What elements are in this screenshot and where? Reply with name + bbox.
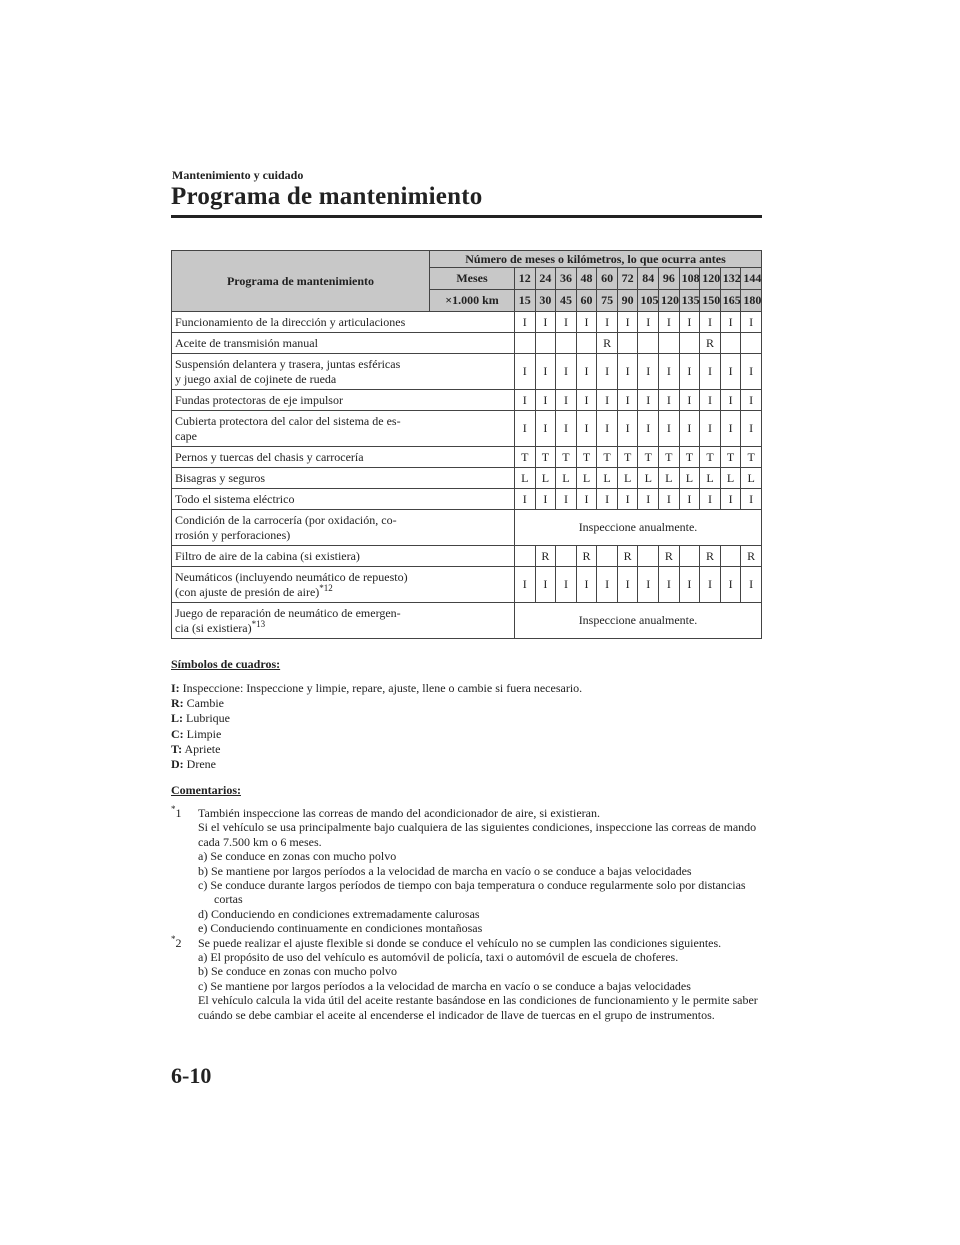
schedule-cell: I	[638, 489, 659, 510]
month-header: 144	[741, 268, 762, 290]
legend-text: Apriete	[184, 741, 221, 756]
schedule-cell: I	[535, 489, 556, 510]
table-row	[172, 546, 762, 567]
month-header: 12	[515, 268, 536, 290]
schedule-cell: I	[700, 411, 721, 447]
footnote-ref: *12	[319, 582, 333, 593]
schedule-cell: I	[720, 567, 741, 603]
legend-text: Limpie	[186, 726, 222, 741]
schedule-cell: I	[535, 411, 556, 447]
month-header: 36	[556, 268, 577, 290]
schedule-cell: I	[576, 411, 597, 447]
table-row	[172, 567, 762, 603]
schedule-cell: I	[659, 312, 680, 333]
schedule-cell: I	[576, 489, 597, 510]
note-text: También inspeccione las correas de mando del acondicionador de aire, si existieran.	[198, 806, 600, 820]
interval-caption: Número de meses o kilómetros, lo que ocurra antes	[430, 251, 762, 268]
row-item-label: Cubierta protectora del calor del sistema de es- cape	[172, 411, 515, 447]
schedule-cell	[576, 333, 597, 354]
schedule-cell: I	[720, 354, 741, 390]
schedule-cell: I	[679, 390, 700, 411]
schedule-cell	[515, 333, 536, 354]
schedule-cell	[638, 546, 659, 567]
schedule-cell: R	[700, 546, 721, 567]
schedule-cell: I	[515, 567, 536, 603]
schedule-cell: T	[741, 447, 762, 468]
schedule-cell: I	[535, 312, 556, 333]
schedule-cell: I	[535, 354, 556, 390]
comments-title: Comentarios:	[171, 783, 241, 797]
schedule-cell: I	[556, 312, 577, 333]
schedule-cell: I	[700, 354, 721, 390]
schedule-cell: R	[659, 546, 680, 567]
comment-note	[171, 933, 771, 1022]
row-item-label: Condición de la carrocería (por oxidación, co- rrosión y perforaciones)	[172, 510, 515, 546]
schedule-cell: L	[659, 468, 680, 489]
schedule-cell: L	[535, 468, 556, 489]
comments-notes	[171, 806, 771, 1022]
schedule-cell: I	[617, 390, 638, 411]
note-text: El vehículo calcula la vida útil del aceite restante basándose en las condiciones de funcionamiento y le permite saber cuándo se debe cambiar el aceite al encenderse el indicador de llave de tuercas en el grupo de instrumentos.	[198, 993, 758, 1022]
note-subitem: b) Se conduce en zonas con mucho polvo	[198, 964, 397, 979]
note-subitem: c) Se conduce durante largos períodos de tiempo con baja temperatura o conduce regularmente solo por distancias cortas	[198, 878, 746, 907]
schedule-cell: L	[556, 468, 577, 489]
legend-text: Cambie	[186, 696, 224, 711]
schedule-cell: I	[576, 354, 597, 390]
table-row	[172, 411, 762, 447]
table-row	[172, 390, 762, 411]
schedule-cell	[741, 333, 762, 354]
km-header: 150	[700, 290, 721, 312]
table-row	[172, 333, 762, 354]
km-header: 30	[535, 290, 556, 312]
note-marker: *1	[171, 804, 182, 820]
comment-note	[171, 806, 771, 936]
month-header: 120	[700, 268, 721, 290]
annual-inspection-cell: Inspeccione anualmente.	[515, 603, 762, 639]
row-item-label: Fundas protectoras de eje impulsor	[172, 390, 515, 411]
row-item-label: Bisagras y seguros	[172, 468, 515, 489]
schedule-cell: L	[576, 468, 597, 489]
schedule-cell: R	[700, 333, 721, 354]
schedule-cell: I	[515, 390, 536, 411]
schedule-cell: I	[741, 390, 762, 411]
table-row	[172, 354, 762, 390]
schedule-cell: L	[617, 468, 638, 489]
schedule-cell: I	[638, 312, 659, 333]
legend-key: T:	[171, 741, 183, 756]
schedule-cell	[679, 546, 700, 567]
schedule-cell: I	[659, 354, 680, 390]
schedule-cell: I	[659, 390, 680, 411]
schedule-cell: I	[597, 312, 618, 333]
schedule-cell: I	[556, 390, 577, 411]
schedule-cell: I	[659, 567, 680, 603]
schedule-cell: I	[597, 567, 618, 603]
schedule-cell: I	[597, 354, 618, 390]
schedule-cell: I	[556, 411, 577, 447]
schedule-cell: I	[700, 567, 721, 603]
schedule-cell: T	[576, 447, 597, 468]
schedule-cell: T	[556, 447, 577, 468]
month-header: 60	[597, 268, 618, 290]
month-header: 132	[720, 268, 741, 290]
schedule-cell: R	[576, 546, 597, 567]
schedule-cell: I	[597, 411, 618, 447]
schedule-cell: I	[515, 489, 536, 510]
km-header: 45	[556, 290, 577, 312]
schedule-cell: I	[741, 312, 762, 333]
note-marker: *2	[171, 933, 182, 950]
schedule-cell: T	[638, 447, 659, 468]
table-row	[172, 468, 762, 489]
schedule-cell	[720, 333, 741, 354]
month-header: 108	[679, 268, 700, 290]
legend-text: Lubrique	[186, 711, 230, 726]
schedule-cell: I	[679, 489, 700, 510]
row-item-label: Juego de reparación de neumático de emergen- cia (si existiera)$^{*13}$	[172, 603, 515, 639]
schedule-cell: I	[576, 390, 597, 411]
schedule-cell: L	[700, 468, 721, 489]
note-subitem: a) El propósito de uso del vehículo es automóvil de policía, taxi o automóvil de escuela de choferes.	[198, 950, 679, 965]
schedule-cell: T	[617, 447, 638, 468]
schedule-cell: I	[617, 567, 638, 603]
schedule-cell: I	[741, 567, 762, 603]
schedule-cell	[597, 546, 618, 567]
note-subitem: e) Conduciendo continuamente en condiciones montañosas	[198, 921, 483, 936]
schedule-cell: T	[720, 447, 741, 468]
schedule-cell	[679, 333, 700, 354]
schedule-cell: I	[515, 354, 536, 390]
schedule-cell	[556, 546, 577, 567]
footnote-ref: *13	[251, 618, 266, 629]
schedule-cell: I	[617, 489, 638, 510]
schedule-cell: T	[679, 447, 700, 468]
page-title: Programa de mantenimiento	[171, 183, 483, 210]
schedule-cell: I	[659, 411, 680, 447]
schedule-cell: I	[576, 567, 597, 603]
schedule-cell: I	[720, 312, 741, 333]
schedule-cell: I	[638, 354, 659, 390]
legend-key: C:	[171, 726, 184, 741]
schedule-cell	[638, 333, 659, 354]
schedule-cell: L	[515, 468, 536, 489]
page-number: 6-10	[171, 1063, 212, 1088]
km-header: 120	[659, 290, 680, 312]
legend-item	[171, 711, 582, 726]
legend-item	[171, 696, 582, 711]
month-header: 48	[576, 268, 597, 290]
section-header: Mantenimiento y cuidado	[172, 168, 304, 182]
schedule-cell: I	[617, 411, 638, 447]
schedule-cell: I	[700, 489, 721, 510]
schedule-cell: I	[515, 411, 536, 447]
schedule-cell: R	[617, 546, 638, 567]
row-item-label: Todo el sistema eléctrico	[172, 489, 515, 510]
maintenance-schedule-table	[171, 250, 762, 639]
legend-title: Símbolos de cuadros:	[171, 657, 281, 671]
schedule-cell: I	[556, 567, 577, 603]
schedule-cell: T	[515, 447, 536, 468]
schedule-cell: T	[700, 447, 721, 468]
km-header: 60	[576, 290, 597, 312]
schedule-cell: I	[720, 390, 741, 411]
row-item-label: Pernos y tuercas del chasis y carrocería	[172, 447, 515, 468]
months-label: Meses	[430, 268, 515, 290]
note-subitem: a) Se conduce en zonas con mucho polvo	[198, 849, 397, 864]
km-header: 165	[720, 290, 741, 312]
schedule-cell: I	[679, 312, 700, 333]
legend-text: Drene	[186, 757, 216, 772]
schedule-cell: L	[741, 468, 762, 489]
legend-item	[171, 681, 582, 696]
schedule-cell	[515, 546, 536, 567]
schedule-cell	[556, 333, 577, 354]
legend-key: L:	[171, 711, 183, 726]
schedule-cell: I	[741, 354, 762, 390]
schedule-cell: I	[659, 489, 680, 510]
schedule-cell: L	[720, 468, 741, 489]
schedule-cell: I	[597, 390, 618, 411]
schedule-cell: I	[700, 312, 721, 333]
month-header: 72	[617, 268, 638, 290]
note-subitem: b) Se mantiene por largos períodos a la velocidad de marcha en vacío o se conduce a bajas velocidades	[198, 863, 692, 878]
row-item-label: Funcionamiento de la dirección y articulaciones	[172, 312, 515, 333]
schedule-cell: I	[597, 489, 618, 510]
schedule-cell	[720, 546, 741, 567]
legend-text: Inspeccione: Inspeccione y limpie, repare, ajuste, llene o cambie si fuera necesario.	[182, 681, 583, 695]
schedule-cell: T	[535, 447, 556, 468]
table-row	[172, 489, 762, 510]
schedule-cell: I	[679, 567, 700, 603]
row-item-label: Aceite de transmisión manual	[172, 333, 515, 354]
legend-key: D:	[171, 757, 184, 772]
km-header: 90	[617, 290, 638, 312]
schedule-cell: L	[638, 468, 659, 489]
legend-key: R:	[171, 696, 184, 711]
note-text: Si el vehículo se usa principalmente bajo cualquiera de las siguientes condiciones, inspeccione las correas de mando cada 7.500 km o 6 meses.	[198, 820, 757, 849]
schedule-cell: I	[535, 567, 556, 603]
schedule-cell: I	[617, 312, 638, 333]
schedule-cell: I	[515, 312, 536, 333]
month-header: 24	[535, 268, 556, 290]
schedule-cell: I	[617, 354, 638, 390]
schedule-cell: I	[720, 411, 741, 447]
schedule-cell: I	[535, 390, 556, 411]
note-subitem: d) Conduciendo en condiciones extremadamente calurosas	[198, 906, 480, 921]
title-rule	[171, 215, 762, 218]
table-row	[172, 312, 762, 333]
month-header: 84	[638, 268, 659, 290]
schedule-cell: R	[597, 333, 618, 354]
legend-list	[171, 681, 582, 772]
km-header: 15	[515, 290, 536, 312]
km-header: 135	[679, 290, 700, 312]
table-row	[172, 603, 762, 639]
note-subitem: c) Se mantiene por largos períodos a la velocidad de marcha en vacío o se conduce a bajas velocidades	[198, 978, 691, 993]
legend-item	[171, 727, 582, 742]
schedule-cell: I	[638, 567, 659, 603]
schedule-cell: R	[741, 546, 762, 567]
legend-item	[171, 757, 582, 772]
schedule-cell: I	[679, 411, 700, 447]
schedule-cell: I	[638, 390, 659, 411]
schedule-cell: I	[556, 354, 577, 390]
schedule-cell: I	[638, 411, 659, 447]
schedule-cell: R	[535, 546, 556, 567]
schedule-cell: I	[576, 312, 597, 333]
km-label: ×1.000 km	[430, 290, 515, 312]
table-row	[172, 510, 762, 546]
note-text: Se puede realizar el ajuste flexible si donde se conduce el vehículo no se cumplen las condiciones siguientes.	[198, 935, 722, 950]
schedule-cell	[659, 333, 680, 354]
row-item-label: Filtro de aire de la cabina (si existiera)	[172, 546, 515, 567]
schedule-cell: I	[556, 489, 577, 510]
schedule-cell: I	[720, 489, 741, 510]
table-row	[172, 447, 762, 468]
table-corner-label: Programa de mantenimiento	[172, 251, 430, 312]
annual-inspection-cell: Inspeccione anualmente.	[515, 510, 762, 546]
legend-key: I:	[171, 681, 180, 695]
schedule-cell: L	[679, 468, 700, 489]
km-header: 105	[638, 290, 659, 312]
schedule-cell: T	[659, 447, 680, 468]
schedule-cell: I	[700, 390, 721, 411]
schedule-cell: L	[597, 468, 618, 489]
schedule-cell	[617, 333, 638, 354]
schedule-cell: I	[741, 411, 762, 447]
schedule-cell: I	[679, 354, 700, 390]
legend-item	[171, 742, 582, 757]
month-header: 96	[659, 268, 680, 290]
row-item-label: Suspensión delantera y trasera, juntas esféricas y juego axial de cojinete de rueda	[172, 354, 515, 390]
schedule-cell: I	[741, 489, 762, 510]
row-item-label: Neumáticos (incluyendo neumático de repuesto) (con ajuste de presión de aire)$^{*12}$	[172, 567, 515, 603]
km-header: 180	[741, 290, 762, 312]
km-header: 75	[597, 290, 618, 312]
schedule-cell: T	[597, 447, 618, 468]
schedule-cell	[535, 333, 556, 354]
